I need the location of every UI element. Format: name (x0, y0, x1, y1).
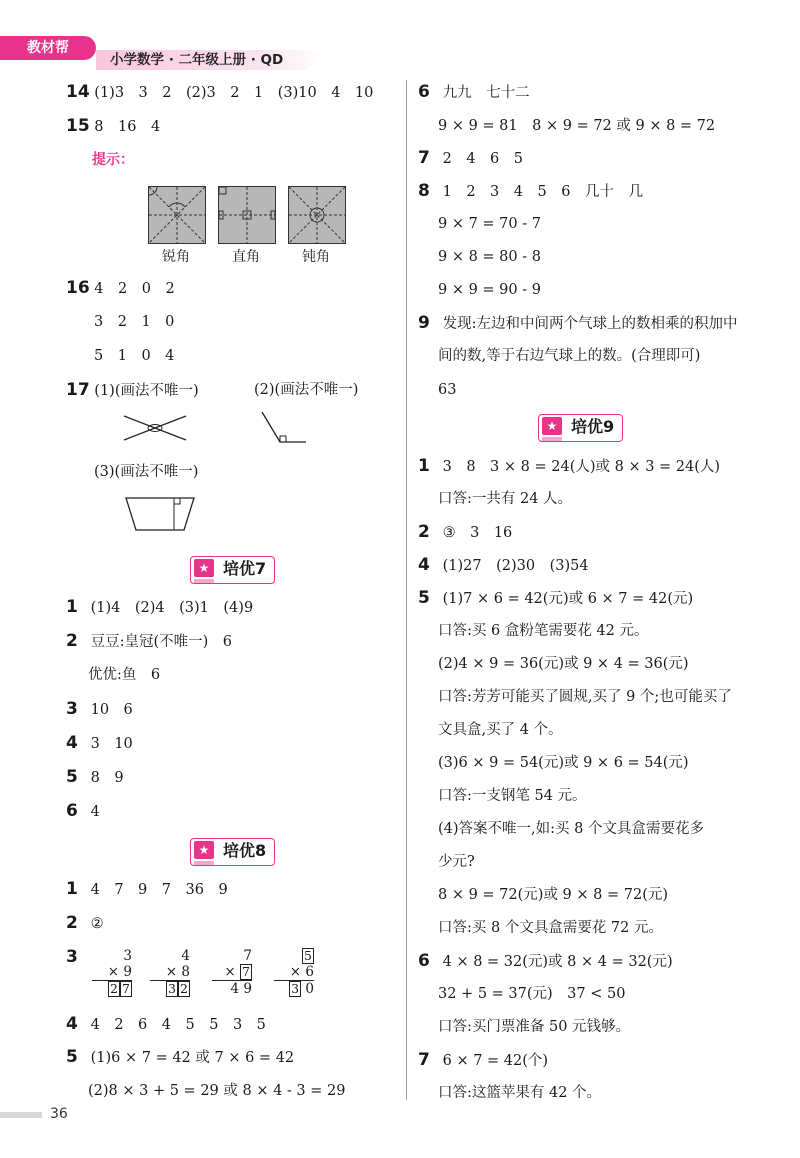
answer-text: ③ 3 16 (442, 525, 513, 541)
multiplication-2 (150, 948, 190, 997)
answer-text: 4 7 9 7 36 9 (90, 882, 228, 898)
multiplicand: 3 (123, 948, 132, 964)
answer-text: (1)4 (2)4 (3)1 (4)9 (90, 600, 254, 616)
answer-row (418, 951, 673, 972)
answer-box: 3 (166, 981, 178, 997)
question-number: 15 (66, 116, 90, 136)
answer-text: ② (90, 916, 104, 932)
answer-row (66, 733, 133, 754)
answer-q14 (66, 82, 373, 103)
hint-label: 提示： (92, 152, 134, 168)
answer-text: (1)3 3 2 (2)3 2 1 (3)10 4 10 (94, 85, 374, 101)
badge-shadow (542, 437, 562, 441)
answer-text: 4 2 6 4 5 5 3 5 (90, 1017, 266, 1033)
angle-label: 锐角 (162, 249, 190, 265)
answer-row (66, 913, 104, 934)
angle-label: 直角 (232, 249, 260, 265)
question-number: 1 (418, 456, 430, 476)
answer-text: 4 2 0 2 (94, 281, 175, 297)
product-digit: 9 (243, 981, 252, 997)
answer-row (418, 588, 693, 609)
answer-row (418, 1050, 548, 1071)
answer-row (66, 1014, 266, 1035)
answer-text: (2)4 × 9 = 36(元)或 9 × 4 = 36(元) (438, 656, 689, 672)
multiplication-4 (274, 948, 314, 997)
question-number: 4 (418, 555, 430, 575)
product-digit: 0 (305, 981, 314, 997)
section-title: 培优9 (571, 417, 615, 436)
question-number: 4 (66, 1014, 78, 1034)
answer-row (418, 181, 643, 202)
question-number: 17 (66, 380, 90, 400)
answer-text: (2)8 × 3 + 5 = 29 或 8 × 4 - 3 = 29 (88, 1083, 346, 1099)
question-number: 5 (66, 767, 78, 787)
answer-text: 4 × 8 = 32(元)或 8 × 4 = 32(元) (442, 954, 673, 970)
star-icon: ★ (194, 559, 214, 577)
angle-label: 钝角 (302, 249, 330, 265)
answer-text: 1 2 3 4 5 6 几十 几 (442, 184, 643, 200)
question-number: 1 (66, 879, 78, 899)
question-number: 6 (418, 82, 430, 102)
multiplicand: 4 (181, 948, 190, 964)
answer-box: 3 (289, 981, 301, 997)
answer-text: (2)(画法不唯一) (254, 382, 359, 398)
question-number: 9 (418, 313, 430, 333)
answer-row (66, 801, 100, 822)
trapezoid-drawing (122, 494, 198, 534)
answer-text: 5 1 0 4 (94, 348, 175, 364)
badge-shadow (194, 579, 214, 583)
answer-q3 (66, 947, 86, 968)
answer-text: 8 9 (90, 770, 124, 786)
answer-text: 9 × 7 = 70 - 7 (438, 216, 541, 232)
answer-box: 2 (108, 981, 120, 997)
question-number: 4 (66, 733, 78, 753)
answer-text: 9 × 8 = 80 - 8 (438, 249, 541, 265)
multiplier: × 6 (274, 964, 314, 981)
answer-q17 (66, 380, 199, 401)
answer-row (66, 597, 253, 618)
answer-text: 3 8 3 × 8 = 24(人)或 8 × 3 = 24(人) (442, 459, 721, 475)
question-number: 1 (66, 597, 78, 617)
section-header-9 (538, 414, 623, 442)
question-number: 2 (66, 913, 78, 933)
answer-row (418, 148, 523, 169)
answer-text: 6 × 7 = 42(个) (442, 1053, 549, 1069)
answer-text: 发现:左边和中间两个气球上的数相乘的积加中 (442, 316, 738, 332)
question-number: 6 (66, 801, 78, 821)
column-divider (406, 80, 407, 1100)
page-number-bar (0, 1112, 42, 1118)
answer-text: 口答:买门票准备 50 元钱够。 (438, 1019, 631, 1035)
question-number: 3 (66, 699, 78, 719)
question-number: 8 (418, 181, 430, 201)
multiplication-3 (212, 948, 252, 997)
answer-text: 3 10 (90, 736, 133, 752)
answer-text: 豆豆:皇冠(不唯一) 6 (90, 634, 233, 650)
answer-text: 63 (438, 382, 457, 398)
multiplier: × 7 (212, 964, 252, 981)
answer-box: 7 (240, 964, 252, 980)
answer-box: 7 (120, 981, 132, 997)
answer-text: 口答:买 6 盒粉笔需要花 42 元。 (438, 623, 649, 639)
page-number: 36 (50, 1106, 68, 1122)
multiplication-1 (92, 948, 132, 997)
answer-q16 (66, 278, 175, 299)
answer-row (418, 522, 512, 543)
multiplier: × 8 (150, 964, 190, 981)
answer-text: 间的数,等于右边气球上的数。(合理即可) (438, 348, 701, 364)
section-header-7 (190, 556, 275, 584)
question-number: 2 (418, 522, 430, 542)
answer-text: 口答:芳芳可能买了圆规,买了 9 个;也可能买了 (438, 689, 732, 705)
answer-text: (1)7 × 6 = 42(元)或 6 × 7 = 42(元) (442, 591, 694, 607)
answer-text: 32 + 5 = 37(元) 37 < 50 (438, 986, 626, 1002)
question-number: 14 (66, 82, 90, 102)
answer-text: (4)答案不唯一,如:买 8 个文具盒需要花多 (438, 821, 704, 837)
answer-row (66, 631, 232, 652)
answer-text: (3)(画法不唯一) (94, 464, 199, 480)
answer-text: 口答:一支钢笔 54 元。 (438, 788, 587, 804)
answer-row (66, 699, 133, 720)
answer-text: 文具盒,买了 4 个。 (438, 722, 563, 738)
answer-row (418, 456, 720, 477)
answer-row (418, 555, 589, 576)
answer-text: 口答:买 8 个文具盒需要花 72 元。 (438, 920, 663, 936)
acute-angle-figure (148, 186, 206, 244)
question-number: 7 (418, 1050, 430, 1070)
answer-row (418, 82, 530, 103)
answer-box: 2 (178, 981, 190, 997)
answer-row (418, 313, 738, 334)
question-number: 16 (66, 278, 90, 298)
multiplicand: 7 (243, 948, 252, 964)
badge-shadow (194, 861, 214, 865)
answer-text: 优优:鱼 6 (88, 667, 161, 683)
intersecting-lines-figure (120, 412, 190, 444)
page-header-title: 小学数学 · 二年级上册 · QD (110, 52, 284, 68)
answer-text: (3)6 × 9 = 54(元)或 9 × 6 = 54(元) (438, 755, 689, 771)
answer-text: 口答:这篮苹果有 42 个。 (438, 1085, 602, 1101)
answer-text: 九九 七十二 (442, 85, 530, 101)
answer-q15 (66, 116, 160, 137)
answer-text: 9 × 9 = 81 8 × 9 = 72 或 9 × 8 = 72 (438, 118, 716, 134)
question-number: 2 (66, 631, 78, 651)
right-angle-drawing (258, 408, 308, 448)
answer-text: 8 × 9 = 72(元)或 9 × 8 = 72(元) (438, 887, 669, 903)
answer-row (66, 879, 228, 900)
brand-badge: 教材帮 (0, 36, 96, 60)
section-title: 培优7 (223, 559, 267, 578)
question-number: 6 (418, 951, 430, 971)
answer-text: (1)27 (2)30 (3)54 (442, 558, 589, 574)
question-number: 3 (66, 947, 78, 967)
obtuse-angle-figure (288, 186, 346, 244)
answer-text: 2 4 6 5 (442, 151, 524, 167)
star-icon: ★ (542, 417, 562, 435)
star-icon: ★ (194, 841, 214, 859)
answer-text: 8 16 4 (94, 119, 161, 135)
question-number: 7 (418, 148, 430, 168)
answer-text: 口答:一共有 24 人。 (438, 491, 573, 507)
answer-text: 10 6 (90, 702, 133, 718)
answer-text: 9 × 9 = 90 - 9 (438, 282, 541, 298)
right-angle-figure (218, 186, 276, 244)
multiplier: × 9 (92, 964, 132, 981)
section-title: 培优8 (223, 841, 267, 860)
answer-text: 3 2 1 0 (94, 314, 175, 330)
answer-row (66, 1047, 294, 1068)
question-number: 5 (418, 588, 430, 608)
answer-box: 5 (302, 948, 314, 964)
answer-text: (1)(画法不唯一) (94, 383, 199, 399)
answer-text: 4 (90, 804, 100, 820)
section-header-8 (190, 838, 275, 866)
question-number: 5 (66, 1047, 78, 1067)
answer-row (66, 767, 124, 788)
answer-text: (1)6 × 7 = 42 或 7 × 6 = 42 (90, 1050, 295, 1066)
answer-text: 少元? (438, 854, 475, 870)
product-digit: 4 (230, 981, 240, 997)
